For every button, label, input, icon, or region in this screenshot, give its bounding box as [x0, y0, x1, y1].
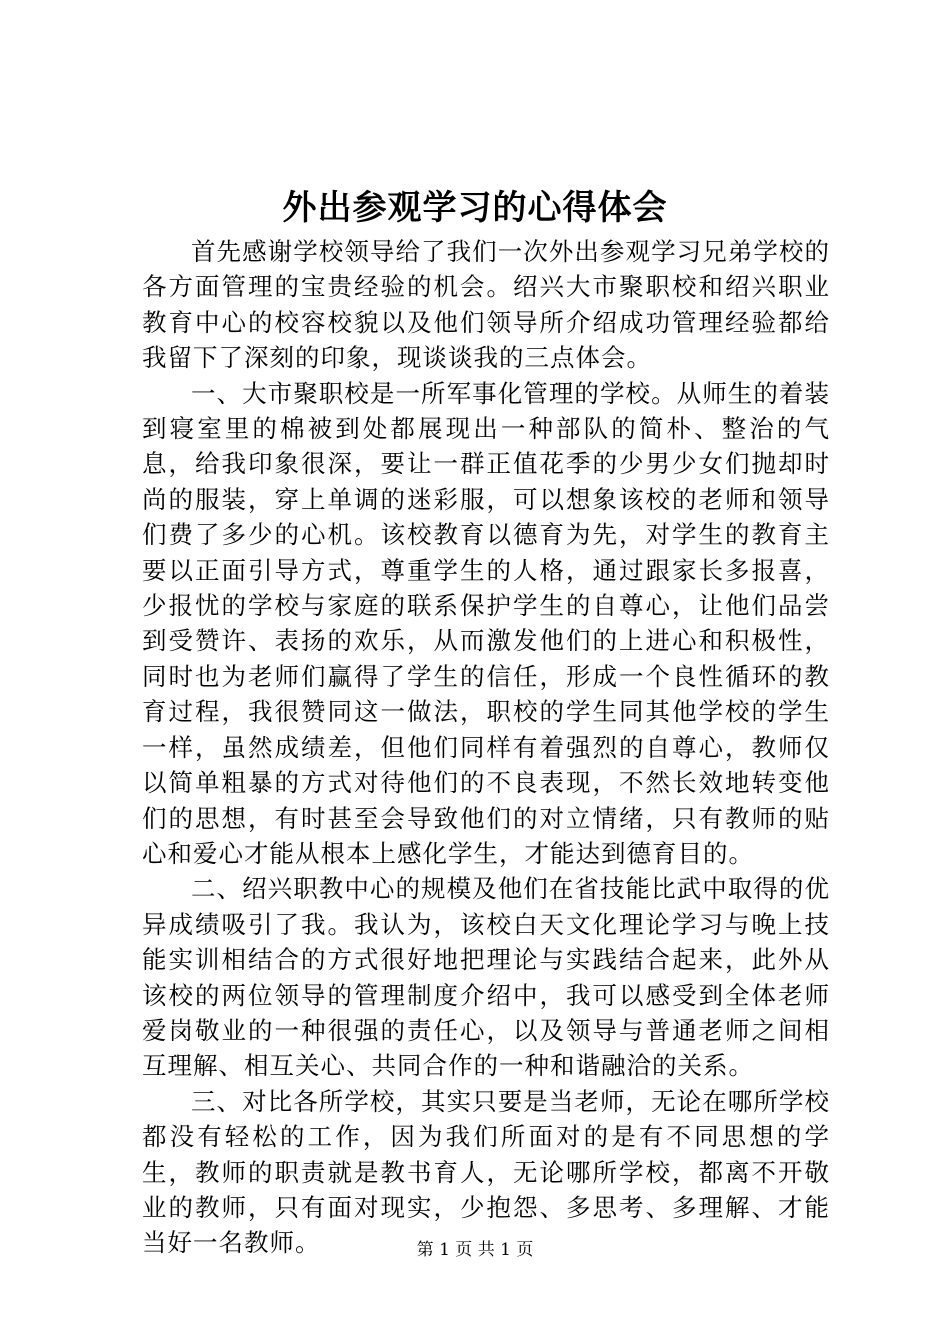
page-title: 外出参观学习的心得体会 — [282, 188, 668, 228]
paragraph-intro: 首先感谢学校领导给了我们一次外出参观学习兄弟学校的各方面管理的宝贵经验的机会。绍兴大市聚职校和绍兴职业教育中心的校容校貌以及他们领导所介绍成功管理经验都给我留下了深刻的印象，现谈谈我的三点体会。 — [142, 237, 830, 373]
paragraph-point-three: 三、对比各所学校，其实只要是当老师，无论在哪所学校都没有轻松的工作，因为我们所面对的是有不同思想的学生，教师的职责就是教书育人，无论哪所学校，都离不开敬业的教师，只有面对现实，少抱怨、多思考、多理解、才能当好一名教师。 — [142, 1086, 830, 1258]
document-body — [142, 234, 830, 1261]
paragraph-point-one: 一、大市聚职校是一所军事化管理的学校。从师生的着装到寝室里的棉被到处都展现出一种部队的简朴、整治的气息，给我印象很深，要让一群正值花季的少男少女们抛却时尚的服装，穿上单调的迷彩服，可以想象该校的老师和领导们费了多少的心机。该校教育以德育为先，对学生的教育主要以正面引导方式，尊重学生的人格，通过跟家长多报喜，少报忧的学校与家庭的联系保护学生的自尊心，让他们品尝到受赞许、表扬的欢乐，从而激发他们的上进心和积极性，同时也为老师们赢得了学生的信任，形成一个良性循环的教育过程，我很赞同这一做法，职校的学生同其他学校的学生一样，虽然成绩差，但他们同样有着强烈的自尊心，教师仅以简单粗暴的方式对待他们的不良表现，不然长效地转变他们的思想，有时甚至会导致他们的对立情绪，只有教师的贴心和爱心才能从根本上感化学生，才能达到德育目的。 — [142, 378, 830, 868]
page-footer: 第 1 页 共 1 页 — [416, 1240, 534, 1260]
paragraph-point-two: 二、绍兴职教中心的规模及他们在省技能比武中取得的优异成绩吸引了我。我认为，该校白天文化理论学习与晚上技能实训相结合的方式很好地把理论与实践结合起来，此外从该校的两位领导的管理制度介绍中，我可以感受到全体老师爱岗敬业的一种很强的责任心，以及领导与普通老师之间相互理解、相互关心、共同合作的一种和谐融洽的关系。 — [142, 874, 830, 1081]
